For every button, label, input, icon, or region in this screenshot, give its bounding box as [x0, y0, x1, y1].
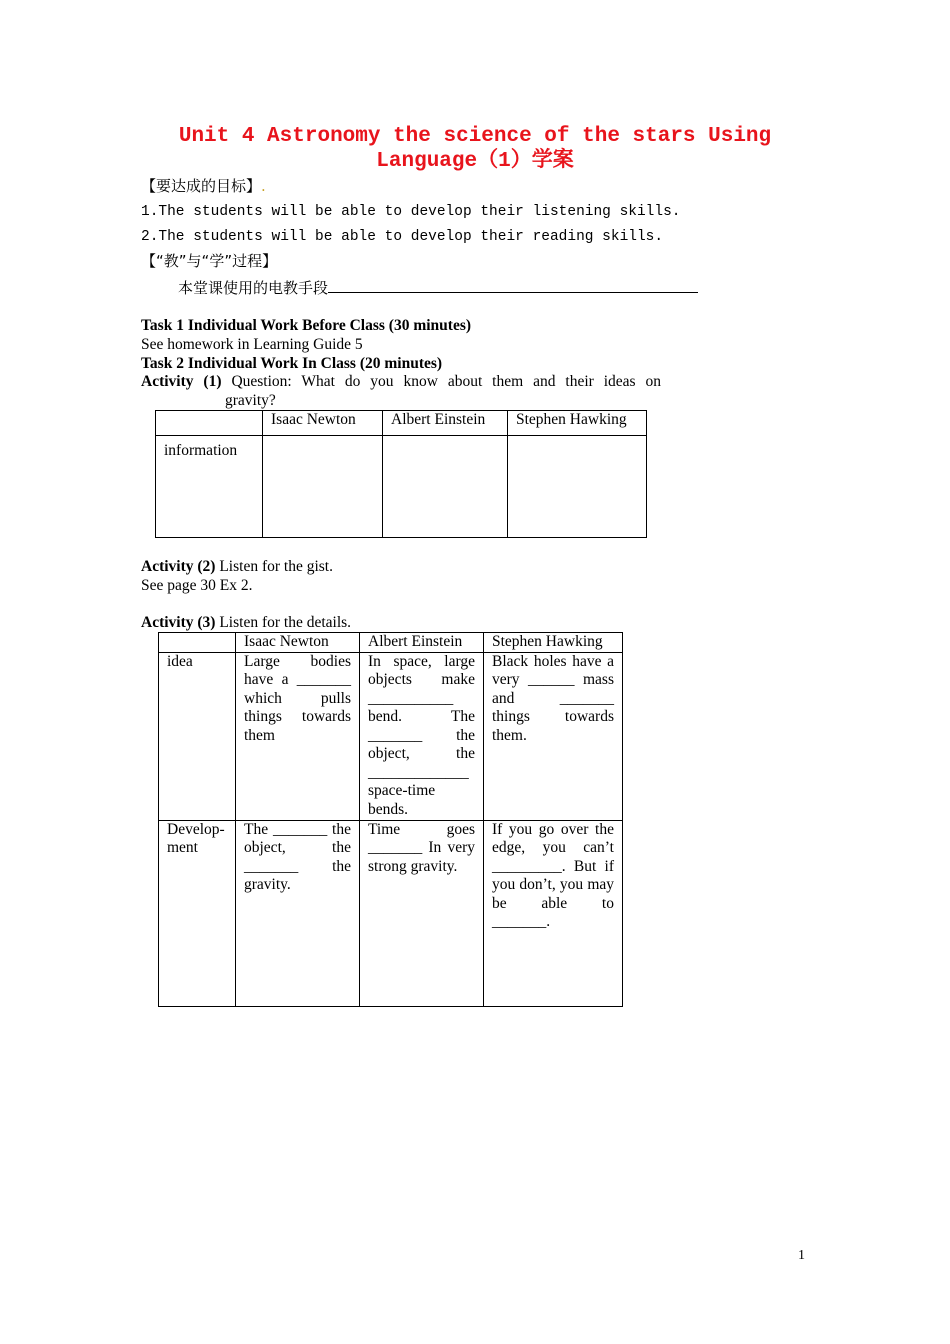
row-label: idea [159, 652, 236, 820]
task1-title: Task 1 Individual Work Before Class (30 minutes) [141, 317, 472, 334]
activity1-table [155, 410, 647, 538]
header-cell: Stephen Hawking [484, 633, 623, 653]
header-cell: Stephen Hawking [508, 411, 647, 436]
activity3-line: Activity (3) Listen for the details. [141, 614, 352, 631]
header-cell: Albert Einstein [360, 633, 484, 653]
table-row [159, 820, 623, 1006]
activity1-question-cont: gravity? [225, 392, 276, 409]
header-cell [156, 411, 263, 436]
development-newton: The _______ the object, the _______ the gravity. [236, 820, 360, 1006]
header-cell: Isaac Newton [236, 633, 360, 653]
mark-dot: . [261, 177, 266, 195]
idea-einstein: In space, large objects make ___________ bend. The _______ the object, the _____________ space-time bends. [360, 652, 484, 820]
activity3-table [158, 632, 623, 1007]
table-header-row [159, 633, 623, 653]
header-cell [159, 633, 236, 653]
development-einstein: Time goes _______ In very strong gravity. [360, 820, 484, 1006]
goals-heading: 【要达成的目标】. [141, 177, 266, 195]
answer-cell[interactable] [383, 436, 508, 538]
row-label: information [156, 436, 263, 538]
goal-1: 1.The students will be able to develop their listening skills. [141, 204, 681, 220]
page-number: 1 [798, 1248, 805, 1263]
process-heading: 【“教”与“学”过程】 [141, 252, 278, 270]
table-row [159, 652, 623, 820]
row-label: Develop-ment [159, 820, 236, 1006]
table-row [156, 436, 647, 538]
activity2-text2: See page 30 Ex 2. [141, 577, 253, 594]
answer-cell[interactable] [508, 436, 647, 538]
development-hawking: If you go over the edge, you can’t _________. But if you don’t, you may be able to _______. [484, 820, 623, 1006]
task2-title: Task 2 Individual Work In Class (20 minutes) [141, 355, 443, 372]
media-blank [328, 276, 698, 293]
activity2-line: Activity (2) Listen for the gist. [141, 558, 333, 575]
media-line [178, 276, 698, 298]
title-line-1: Unit 4 Astronomy the science of the stars Using [178, 125, 772, 148]
task1-text: See homework in Learning Guide 5 [141, 336, 363, 353]
idea-newton: Large bodies have a _______ which pulls things towards them [236, 652, 360, 820]
idea-hawking: Black holes have a very ______ mass and _______ things towards them. [484, 652, 623, 820]
activity1-question: Activity (1) Question: What do you know about them and their ideas on [141, 373, 661, 390]
table-header-row [156, 411, 647, 436]
title-line-2: Language（1）学案 [376, 150, 574, 173]
media-label: 本堂课使用的电教手段 [178, 279, 329, 297]
header-cell: Albert Einstein [383, 411, 508, 436]
goal-2: 2.The students will be able to develop their reading skills. [141, 229, 664, 245]
answer-cell[interactable] [263, 436, 383, 538]
header-cell: Isaac Newton [263, 411, 383, 436]
page-title [150, 124, 800, 174]
